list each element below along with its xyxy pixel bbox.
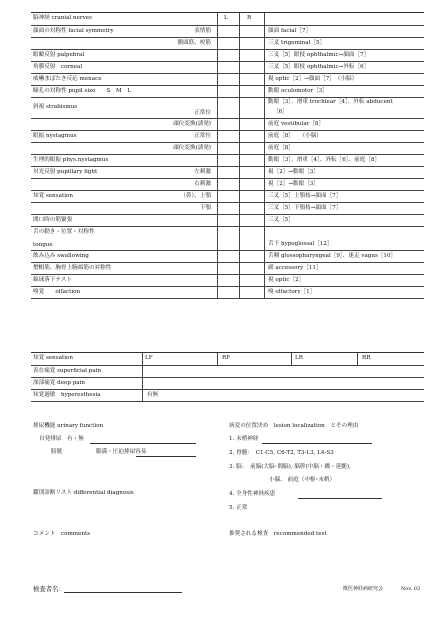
exam-row bbox=[31, 191, 424, 203]
exam-label: 生理的眼振 phys.nystagmus bbox=[33, 157, 109, 163]
comments-title: コメント comments bbox=[33, 531, 91, 537]
left-score-cell[interactable] bbox=[217, 38, 239, 49]
left-score-cell[interactable] bbox=[217, 62, 239, 73]
right-score-cell[interactable] bbox=[239, 227, 264, 250]
nerve-result: 視［2］→動眼［3］ bbox=[268, 169, 319, 175]
nerve-result: 視［2］→動眼［3］ bbox=[268, 181, 319, 187]
right-score-cell[interactable] bbox=[239, 62, 264, 73]
left-score-cell[interactable] bbox=[217, 86, 239, 97]
nerve-result: 前庭 vestibular［8］ bbox=[268, 121, 325, 127]
exam-row bbox=[31, 203, 424, 215]
sensation-header-row bbox=[31, 353, 424, 366]
right-score-cell[interactable] bbox=[239, 287, 264, 298]
exam-label-english: tongue bbox=[33, 242, 53, 248]
right-score-cell[interactable] bbox=[239, 191, 264, 202]
left-score-cell[interactable] bbox=[217, 119, 239, 130]
left-score-cell[interactable] bbox=[217, 203, 239, 214]
nerve-result-cont: ［6］ bbox=[273, 109, 288, 115]
right-score-cell[interactable] bbox=[239, 86, 264, 97]
exam-sublabel: 表情筋 bbox=[194, 28, 211, 34]
exam-label: 飲み込み swallowing bbox=[33, 253, 89, 259]
left-score-cell[interactable] bbox=[217, 155, 239, 166]
right-score-cell[interactable] bbox=[239, 215, 264, 226]
right-column-header: R bbox=[247, 15, 252, 21]
right-score-cell[interactable] bbox=[239, 50, 264, 61]
exam-sublabel: 側頭筋、咬筋 bbox=[177, 40, 211, 46]
right-score-cell[interactable] bbox=[239, 74, 264, 85]
exam-row bbox=[31, 50, 424, 62]
right-score-cell[interactable] bbox=[239, 275, 264, 286]
exam-row bbox=[31, 251, 424, 263]
rf-header: RF bbox=[222, 355, 231, 361]
nerve-result: 動眼［3］、滑車［4］、外転［6］、前庭［8］ bbox=[268, 157, 381, 163]
rr-header: RR bbox=[362, 355, 371, 361]
exam-label: 角膜反射 corneal bbox=[33, 64, 83, 70]
exam-label: 斜視 strabismus bbox=[33, 104, 78, 110]
presence-absence-text: 有無 bbox=[147, 392, 159, 398]
left-score-cell[interactable] bbox=[217, 251, 239, 262]
exam-label: 眼振 nystagmus bbox=[33, 133, 77, 139]
left-score-cell[interactable] bbox=[217, 215, 239, 226]
left-score-cell[interactable] bbox=[217, 263, 239, 274]
exam-label: 顔面の対称性 facial symmetry bbox=[33, 28, 114, 34]
exam-label: 瞳孔の対称性 pupil size S M L bbox=[33, 88, 132, 94]
lesion-blank-line[interactable] bbox=[262, 443, 372, 444]
form-version: Nov. 03 bbox=[401, 586, 421, 592]
exam-row bbox=[31, 179, 424, 191]
exam-row bbox=[31, 98, 424, 119]
table-header-row bbox=[31, 13, 424, 26]
left-score-cell[interactable] bbox=[217, 143, 239, 154]
right-score-cell[interactable] bbox=[239, 203, 264, 214]
nerve-result: 三叉［5］上顎枝→顔面［7］ bbox=[268, 193, 342, 199]
cranial-nerve-table bbox=[31, 12, 424, 299]
exam-row bbox=[31, 275, 424, 287]
exam-row bbox=[31, 167, 424, 179]
left-score-cell[interactable] bbox=[217, 98, 239, 118]
nerve-result: 舌咽 glossopharyngeal［9］、迷走 vagus［10］ bbox=[268, 253, 397, 259]
sensation-table bbox=[31, 352, 424, 402]
left-score-cell[interactable] bbox=[217, 167, 239, 178]
exam-row bbox=[31, 287, 424, 299]
nerve-result: 三叉［5］下顎枝→顔面［7］ bbox=[268, 205, 342, 211]
examiner-blank-line[interactable] bbox=[64, 592, 182, 593]
lesion-item: 2. 脊髄： C1-C5, C6-T2, T3-L3, L4-S3 bbox=[229, 450, 334, 456]
exam-sublabel: 頭位変換(誘発) bbox=[173, 121, 211, 127]
exam-label: 知覚 sensation bbox=[33, 193, 73, 199]
sensation-row-label: 深部痛覚 deep pain bbox=[33, 380, 86, 386]
nerve-result: 前庭［8］ bbox=[268, 145, 294, 151]
bladder-label: 膀胱 bbox=[51, 449, 63, 455]
nerve-result: 三叉［5］ bbox=[268, 217, 294, 223]
exam-row bbox=[31, 131, 424, 143]
exam-row bbox=[31, 155, 424, 167]
left-score-cell[interactable] bbox=[217, 131, 239, 142]
nerve-result: 三叉［5］眼枝 ophthalmic→顔面［7］ bbox=[268, 52, 370, 58]
exam-row bbox=[31, 215, 424, 227]
left-score-cell[interactable] bbox=[217, 227, 239, 250]
right-score-cell[interactable] bbox=[239, 167, 264, 178]
nerve-result: 視 optic［2］ bbox=[268, 277, 305, 283]
sensation-row bbox=[31, 390, 424, 402]
nerve-result: 前庭［8］ （小脳） bbox=[268, 133, 322, 139]
exam-sublabel: 正常位 bbox=[194, 110, 211, 116]
bladder-blank-line[interactable] bbox=[136, 456, 196, 457]
exam-label: 対光反射 pupillary light bbox=[33, 169, 98, 175]
exam-label: 綿球落下テスト bbox=[33, 277, 72, 283]
exam-label: 威嚇まばたき反応 menace bbox=[33, 76, 102, 82]
left-score-cell[interactable] bbox=[217, 287, 239, 298]
exam-sublabel: 下顎 bbox=[199, 205, 211, 211]
lesion-title: 病変の位置決め lesion localization とその理由 bbox=[229, 423, 359, 429]
right-score-cell[interactable] bbox=[239, 251, 264, 262]
exam-row bbox=[31, 74, 424, 86]
nerve-result: 視 optic［2］→顔面［7］ （小脳） bbox=[268, 76, 358, 82]
nerve-result: 動眼 oculomotor［3］ bbox=[268, 88, 328, 94]
differential-title: 鑑別診断リスト differential diagnosis bbox=[33, 490, 134, 496]
exam-row bbox=[31, 86, 424, 98]
right-score-cell[interactable] bbox=[239, 131, 264, 142]
right-score-cell[interactable] bbox=[239, 263, 264, 274]
lesion-item: 5. 正常 bbox=[229, 505, 248, 511]
right-score-cell[interactable] bbox=[239, 26, 264, 37]
right-score-cell[interactable] bbox=[239, 155, 264, 166]
exam-row bbox=[31, 119, 424, 131]
section-title: 脳神経 cranial nerves bbox=[33, 15, 92, 21]
exam-sublabel: 正常位 bbox=[194, 133, 211, 139]
spontaneous-urination: 自発排尿 有・無 bbox=[39, 436, 84, 442]
exam-sublabel: 左刺激 bbox=[194, 169, 211, 175]
exam-row bbox=[31, 227, 424, 251]
lf-header: LF bbox=[145, 355, 153, 361]
examiner-label: 検査者名： bbox=[33, 585, 65, 593]
left-score-cell[interactable] bbox=[217, 26, 239, 37]
sensation-header: 知覚 sensation bbox=[33, 355, 73, 361]
exam-row bbox=[31, 38, 424, 50]
urinary-title: 排尿機能 urinary function bbox=[33, 423, 104, 429]
exam-label: 嗅覚 olfaction bbox=[33, 289, 81, 295]
systemic-disease-blank-line[interactable] bbox=[298, 498, 382, 499]
exam-label: 舌の動き・位置・対称性 bbox=[33, 229, 95, 235]
exam-row bbox=[31, 26, 424, 38]
lesion-item: 小脳、 前庭（中枢･末梢） bbox=[269, 477, 336, 483]
exam-sublabel: 頭位変換(誘発) bbox=[173, 145, 211, 151]
nerve-result: 三叉［5］眼枝 ophthalmic→外転［6］ bbox=[268, 64, 370, 70]
nerve-result: 顔面 facial［7］ bbox=[268, 28, 312, 34]
nerve-result: 嗅 olfactory［1］ bbox=[268, 289, 316, 295]
exam-sublabel: 右刺激 bbox=[194, 181, 211, 187]
right-score-cell[interactable] bbox=[239, 38, 264, 49]
exam-label: 開口時の筋緊張 bbox=[33, 217, 73, 223]
nerve-result: 動眼［3］、滑車 trochlear［4］、外転 abducent bbox=[268, 99, 393, 105]
recommended-title: 推奨される検査 recommended test bbox=[229, 531, 327, 537]
bladder-status: 膨満・圧迫排尿容易 bbox=[96, 449, 147, 455]
left-column-header: L bbox=[224, 15, 228, 21]
urinary-blank-line[interactable] bbox=[90, 443, 196, 444]
lr-header: LR bbox=[295, 355, 303, 361]
left-score-cell[interactable] bbox=[217, 50, 239, 61]
left-score-cell[interactable] bbox=[217, 74, 239, 85]
right-score-cell[interactable] bbox=[239, 179, 264, 190]
sensation-row bbox=[31, 366, 424, 378]
lesion-item: 3. 脳： 前脳(大脳･間脳), 脳幹(中脳・橋・延髄), bbox=[229, 464, 351, 470]
left-score-cell[interactable] bbox=[217, 179, 239, 190]
lesion-item: 4. 全身性神経疾患 bbox=[229, 491, 276, 497]
right-score-cell[interactable] bbox=[239, 119, 264, 130]
exam-row bbox=[31, 143, 424, 155]
sensation-row-label: 知覚過敏 hyperesthesia bbox=[33, 392, 101, 398]
exam-label: 眼瞼反射 palpebral bbox=[33, 52, 85, 58]
organization-name: 獣医神経病研究会 bbox=[343, 586, 384, 592]
exam-row bbox=[31, 263, 424, 275]
sensation-row-label: 表在痛覚 superficial pain bbox=[33, 368, 102, 374]
nerve-result: 三叉 trigeminal［5］ bbox=[268, 40, 326, 46]
exam-sublabel: （鼻）、上顎 bbox=[180, 193, 211, 199]
nerve-result: 舌下 hypoglossal［12］ bbox=[268, 241, 333, 247]
right-score-cell[interactable] bbox=[239, 98, 264, 118]
right-score-cell[interactable] bbox=[239, 143, 264, 154]
lesion-item: 1. 末梢神経 bbox=[229, 436, 259, 442]
nerve-result: 副 accessory［11］ bbox=[268, 265, 322, 271]
sensation-row bbox=[31, 378, 424, 390]
left-score-cell[interactable] bbox=[217, 191, 239, 202]
exam-label: 僧帽筋、胸骨上腕頭筋の対称性 bbox=[33, 265, 112, 271]
exam-row bbox=[31, 62, 424, 74]
left-score-cell[interactable] bbox=[217, 275, 239, 286]
